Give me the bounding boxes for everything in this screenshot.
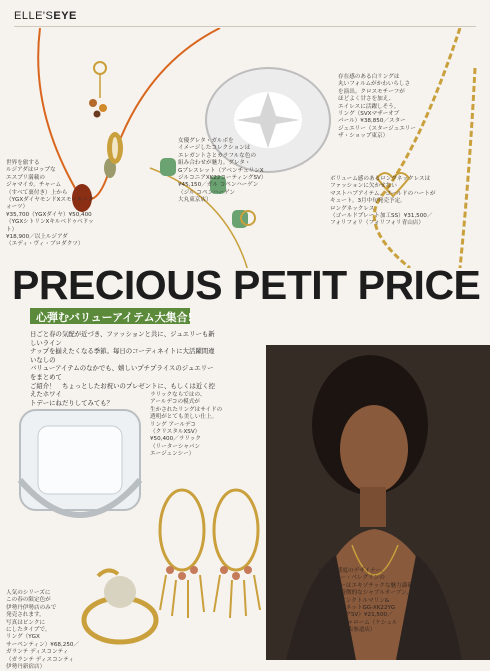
page-title: PRECIOUS PETIT PRICE [12,262,481,308]
brand-label: ELLE'S [14,10,54,22]
subtitle-band [30,308,193,324]
charm-ring [94,62,106,74]
caption-model-earrings: NYで高感度のデザイナー、 ステラニー・ペレグリンの ジュエリーはエキゾチックな魅力満載。 左手には特徴的なシャブルオーブン。 ピアス（ピンクトルマリン& ピンクガルネットGG-XK22YG コーティングSV）¥21,500／ ケシェル シャローム（ケシェル シャローム 表参道店） [318,568,419,634]
caption-necklace: ボリューム感のあるロングネックレスは ファッションに欠かせない マストハブアイテム。ゴールドのハートが キュート。3月中旬発売予定。 ロングネックレス （ゴールドプレート加工SS）¥31,500／ フォリフォリ（フォリフォリ青山店） [330,176,436,227]
face [340,405,408,493]
caption-white-ring: 存在感のある白リングは 丸いフォルムがかわいらしさ を演出。クロスモチーフが ほどよく甘さを加え、 エイレスに活躍しそう。 リング（SVXマザーオブ パール）¥38,850／スター ジュエリー（スタージュエリー ザ・ショップ東京） [338,74,416,140]
lead-paragraph: 日ごと春の気配が近づき、ファッションと共に、ジュエリーも新しいライン ナップを揃えたくなる季節。毎日のコーディネイトに大活躍間違いなしの バリューアイテムのなかでも、嬉しいプチプライスのジュエリーをまとめて ご紹介！ ちょっとしたお祝いのプレゼントに、もしくは近く控えたホワイ トデーにねだりしてみても？ [30,330,216,407]
subtitle: 心弾むバリューアイテム大集合! [36,311,193,324]
caption-bracelet: 女優グレタ・ガルボを イメージしたコレクションは エレガントさとカラフルな色の 組み合わせが魅力。グレタ・ Gブレスレット（アベンチュリンX ジルコニアXK22コーティングSV） ¥45,150／ガル コペンハーゲン （ジル コペンハーゲン 大丸東京店） [178,138,267,204]
header-rule [14,26,476,27]
caption-gold-ring: 人気のシリーズに この春の限定色が 伊勢丹伊勢店のみで 発売されます。 写真はピンクに にしたタイプで。 リング（YGX サーペンティン）¥68,250／ ガランテ ディスコンティ （ガランテ ディスコンティ 伊勢丹新宿店） [6,590,80,671]
section-label: EYE [53,10,77,22]
hoop-earring-left [160,490,204,570]
caption-pendants: 世界を旅する ルジアダはロップな エスプリ満載の ジャマイカ。チャーム （すべて裏付き）上から （YGXダイヤモンドXスモーキークォーツ） ¥35,700（YGXダイヤ）¥50,400 （YGXシトリンXキルベドゥベドット） ¥18,900／以上ルジアダ （エディ・ヴィ・ブロダクツ） [6,160,94,248]
hoop-earring-right [214,490,258,570]
magazine-section-header [14,10,77,22]
caption-crystal-ring: ラリックならではの、 アールデコの模式が 生かされたリングはサイドの 透明がとても美しい仕上。 リング アールデコ （クリスタルXSV） ¥50,400／ラリック （リーターシャパン エージェンシー） [150,392,223,458]
gold-chain-necklace [374,28,460,268]
